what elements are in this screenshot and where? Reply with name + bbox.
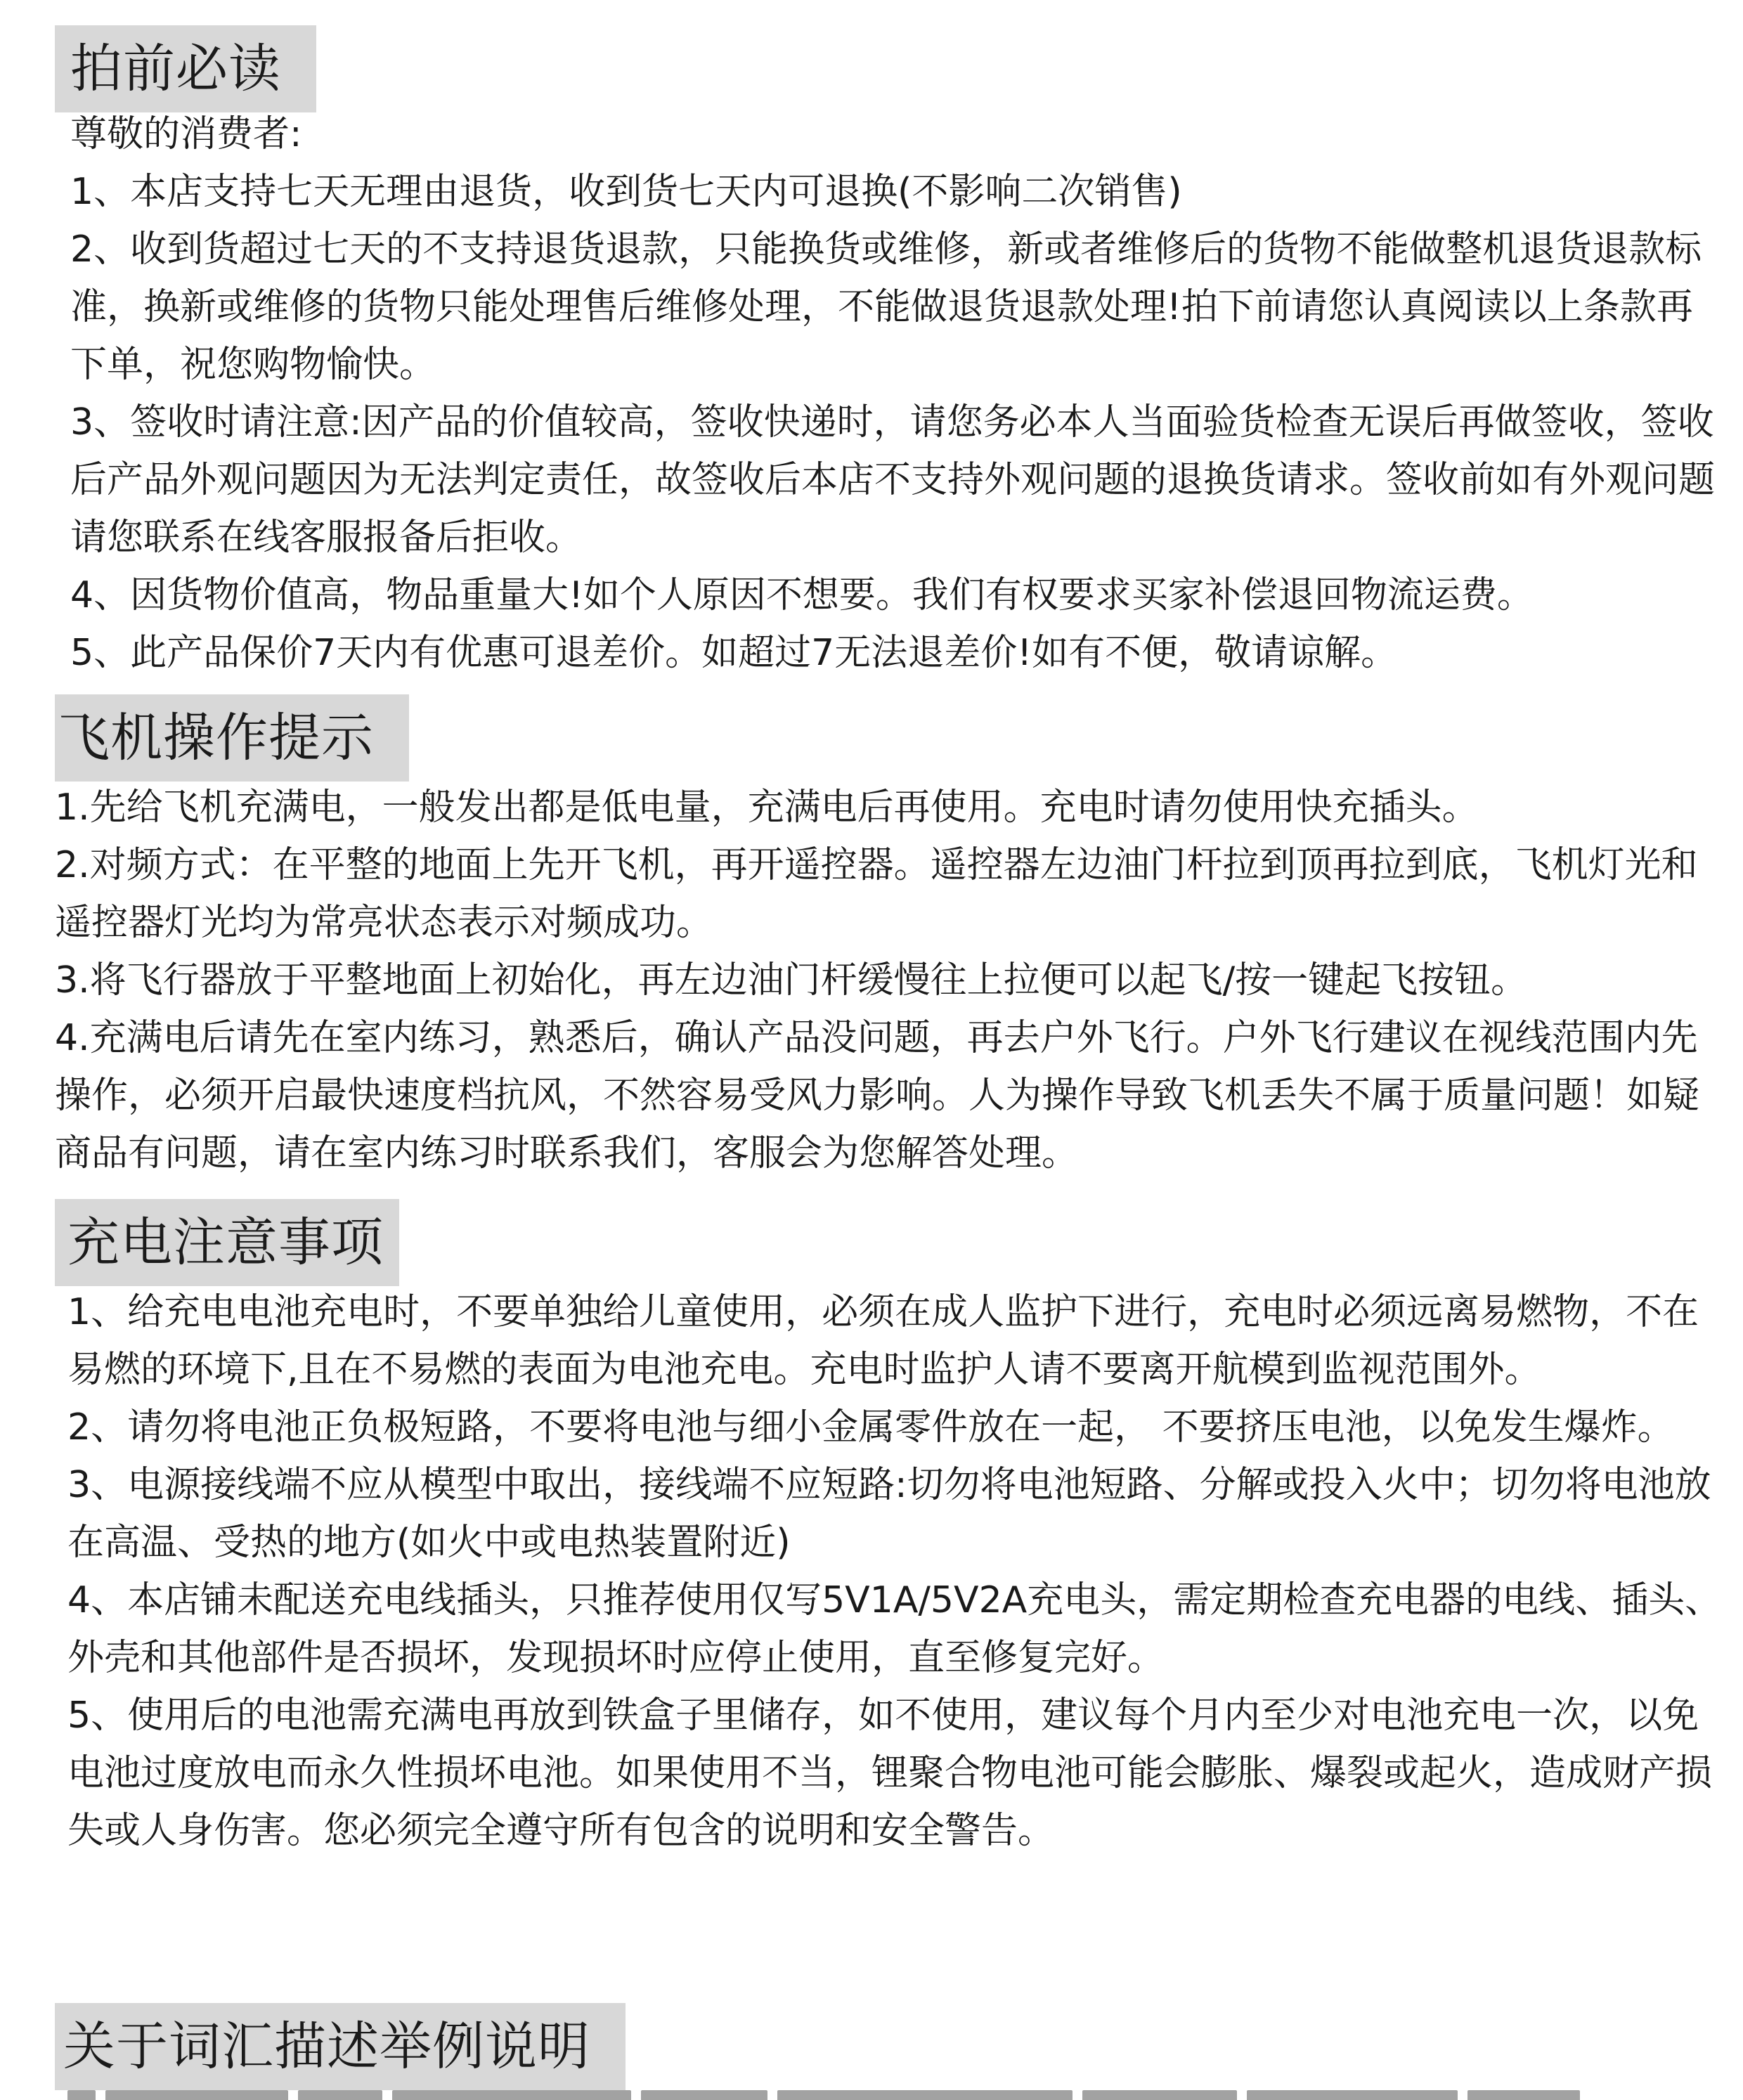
section-body	[70, 105, 1729, 682]
paragraph: 3.将飞行器放于平整地面上初始化，再左边油门杆缓慢往上拉便可以起飞/按一键起飞按钮。	[55, 959, 1528, 1002]
paragraph: 尊敬的消费者:	[70, 113, 302, 155]
paragraph: 4、因货物价值高，物品重量大!如个人原因不想要。我们有权要求买家补偿退回物流运费。	[70, 574, 1534, 616]
paragraph: 5、使用后的电池需充满电再放到铁盒子里储存，如不使用，建议每个月内至少对电池充电一次，以免电池过度放电而永久性损坏电池。如果使用不当，锂聚合物电池可能会膨胀、爆裂或起火，造成财产损失或人身伤害。您必须完全遵守所有包含的说明和安全警告。	[67, 1694, 1713, 1852]
section-pre-purchase-notice	[0, 0, 1743, 689]
section-flight-operation-tips	[0, 689, 1743, 1195]
section-heading: 飞机操作提示	[58, 708, 374, 768]
paragraph: 1、本店支持七天无理由退货，收到货七天内可退换(不影响二次销售)	[70, 171, 1182, 213]
section-charging-precautions	[0, 1195, 1743, 2024]
paragraph: 1.先给飞机充满电，一般发出都是低电量，充满电后再使用。充电时请勿使用快充插头。	[55, 786, 1479, 829]
section-heading: 充电注意事项	[67, 1212, 384, 1273]
paragraph: 4、本店铺未配送充电线插头，只推荐使用仅写5V1A/5V2A充电头，需定期检查充电器的电线、插头、外壳和其他部件是否损坏，发现损坏时应停止使用，直至修复完好。	[67, 1579, 1722, 1679]
paragraph: 1、给充电电池充电时，不要单独给儿童使用，必须在成人监护下进行，充电时必须远离易燃物，不在易燃的环境下,且在不易燃的表面为电池充电。充电时监护人请不要离开航模到监视范围外。	[67, 1291, 1699, 1391]
paragraph: 2、请勿将电池正负极短路，不要将电池与细小金属零件放在一起， 不要挤压电池，以免发生爆炸。	[67, 1406, 1674, 1448]
paragraph: 4.充满电后请先在室内练习，熟悉后，确认产品没问题，再去户外飞行。户外飞行建议在视线范围内先操作，必须开启最快速度档抗风，不然容易受风力影响。人为操作导致飞机丢失不属于质量问题！如疑商品有问题，请在室内练习时联系我们，客服会为您解答处理。	[55, 1017, 1700, 1174]
paragraph: 5、此产品保价7天内有优惠可退差价。如超过7无法退差价!如有不便，敬请谅解。	[70, 632, 1398, 674]
section-heading: 拍前必读	[70, 39, 281, 99]
section-heading: 关于词汇描述举例说明	[63, 2016, 590, 2077]
section-body	[67, 1283, 1726, 1860]
paragraph: 2.对频方式：在平整的地面上先开飞机，再开遥控器。遥控器左边油门杆拉到顶再拉到底，飞机灯光和遥控器灯光均为常亮状态表示对频成功。	[55, 844, 1698, 944]
section-vocabulary-examples	[0, 2003, 1743, 2100]
paragraph: 3、电源接线端不应从模型中取出，接线端不应短路:切勿将电池短路、分解或投入火中；切勿将电池放在高温、受热的地方(如火中或电热装置附近)	[67, 1464, 1711, 1564]
paragraph: 3、签收时请注意:因产品的价值较高，签收快递时，请您务必本人当面验货检查无误后再做签收，签收后产品外观问题因为无法判定责任，故签收后本店不支持外观问题的退换货请求。签收前如有外观问题请您联系在线客服报备后拒收。	[70, 401, 1716, 559]
paragraph: 2、收到货超过七天的不支持退货退款，只能换货或维修，新或者维修后的货物不能做整机退货退款标准，换新或维修的货物只能处理售后维修处理，不能做退货退款处理!拍下前请您认真阅读以上条款再下单，祝您购物愉快。	[70, 228, 1702, 386]
cutoff-text-line	[67, 2090, 1684, 2100]
section-body	[55, 779, 1713, 1182]
